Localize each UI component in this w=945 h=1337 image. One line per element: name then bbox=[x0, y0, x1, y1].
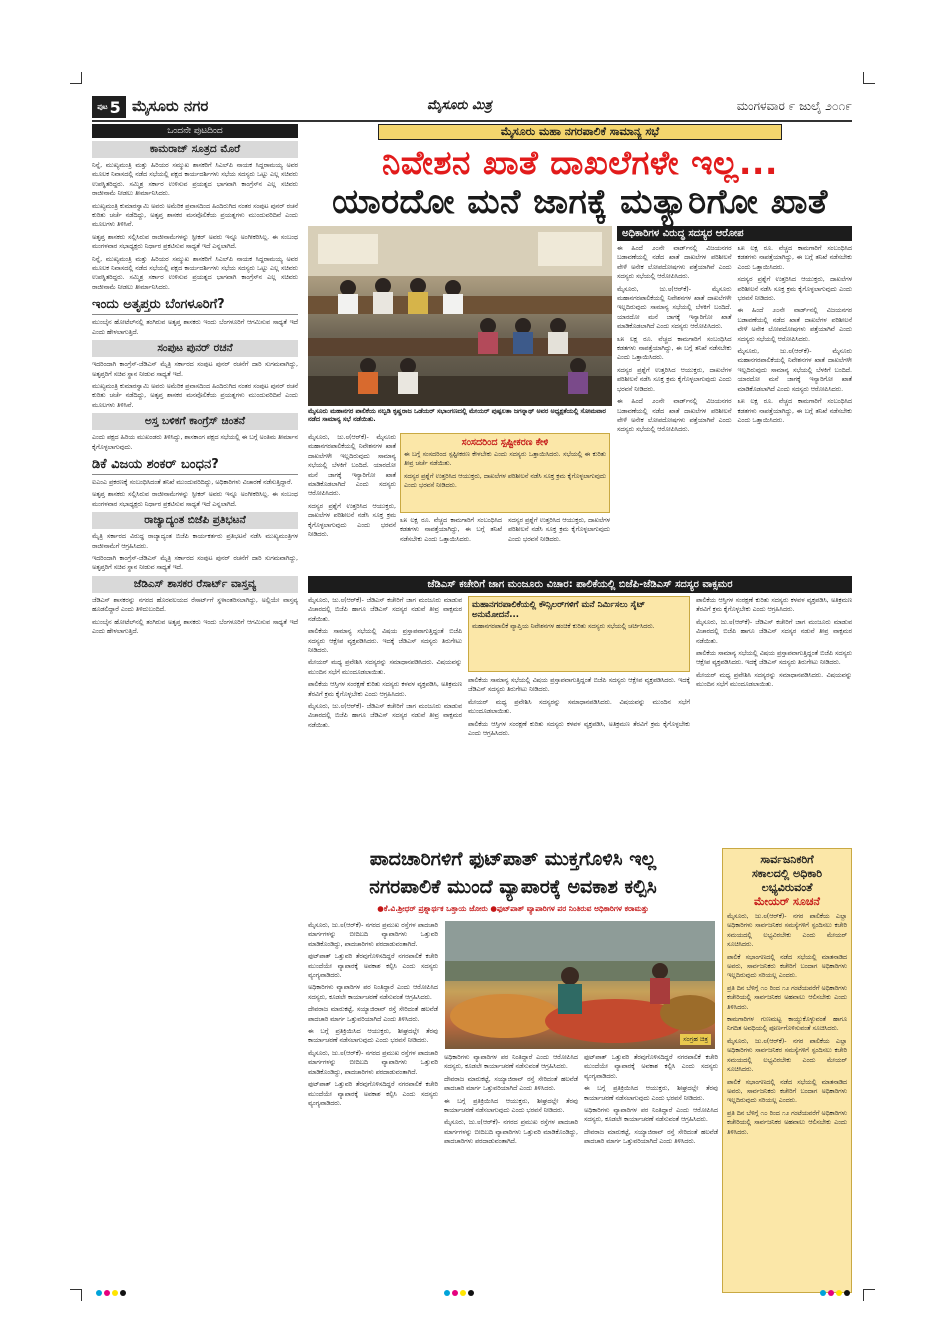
side-col bbox=[617, 244, 732, 438]
article-paragraph: ಮೇಯರ್ ಮಧ್ಯ ಪ್ರವೇಶಿಸಿ ಸದಸ್ಯರನ್ನು ಸಮಾಧಾನಪಡಿಸಿದರು. ವಿಷಯವನ್ನು ಮುಂದಿನ ಸಭೆಗೆ ಮುಂದೂಡಲಾಯಿತು. bbox=[468, 698, 690, 716]
article-paragraph: ಫುಟ್‌ಪಾತ್ ಒತ್ತುವರಿ ತೆರವುಗೊಳಿಸದಿದ್ದರೆ ನಗರಪಾಲಿಕೆ ಕಚೇರಿ ಮುಂದೆಯೇ ವ್ಯಾಪಾರಕ್ಕೆ ಅವಕಾಶ ಕಲ್ಪಿಸಿ ಎಂದು ಸದಸ್ಯರು ವ್ಯಂಗ್ಯವಾಡಿದರು. bbox=[308, 1081, 438, 1107]
article-paragraph: ಈ ಹಿಂದೆ ೨೦ನೇ ವಾರ್ಡ್‌ನಲ್ಲಿ ವಿಜಯನಗರ ಬಡಾವಣೆಯಲ್ಲಿ ನಡೆದ ಖಾತೆ ದಾಖಲೆಗಳ ಪರಿಶೀಲನೆ ವೇಳೆ ಅನೇಕ ಲೋಪದೋಷಗಳು ಪತ್ತೆಯಾಗಿವೆ ಎಂದು ಸದಸ್ಯರು ಸಭೆಯಲ್ಲಿ ಆರೋಪಿಸಿದರು. bbox=[617, 398, 732, 434]
story3-headline-2: ನಗರಪಾಲಿಕೆ ಮುಂದೆ ವ್ಯಾಪಾರಕ್ಕೆ ಅವಕಾಶ ಕಲ್ಪಿಸಿ bbox=[369, 876, 657, 898]
body-column bbox=[308, 433, 396, 573]
article-paragraph: ದೇವರಾಜ ಮಾರುಕಟ್ಟೆ, ಸಯ್ಯಾಜಿರಾವ್ ರಸ್ತೆ ಸೇರಿದಂತೆ ಹಲವೆಡೆ ಪಾದಚಾರಿ ಮಾರ್ಗ ಒತ್ತುವರಿಯಾಗಿದೆ ಎಂದು ತಿಳಿಸಿದರು. bbox=[308, 1006, 438, 1023]
article-paragraph: ಪ್ರತಿ ದಿನ ಬೆಳಿಗ್ಗೆ ೧೦ ರಿಂದ ೧೨ ಗಂಟೆಯವರೆಗೆ ಅಧಿಕಾರಿಗಳು ಕಚೇರಿಯಲ್ಲಿ ಸಾರ್ವಜನಿಕರ ಅಹವಾಲು ಆಲಿಸಬೇಕು ಎಂದು ತಿಳಿಸಿದರು. bbox=[727, 1109, 847, 1136]
inset-text: ಸದಸ್ಯರ ಪ್ರಶ್ನೆಗೆ ಉತ್ತರಿಸಿದ ಆಯುಕ್ತರು, ದಾಖಲೆಗಳ ಪರಿಶೀಲನೆ ನಡೆಸಿ ಸೂಕ್ತ ಕ್ರಮ ಕೈಗೊಳ್ಳಲಾಗುವುದು ಎಂದು ಭರವಸೆ ನೀಡಿದರು. bbox=[404, 472, 606, 490]
lead-headline-2: ಯಾರದೋ ಮನೆ ಜಾಗಕ್ಕೆ ಮತ್ಯಾರಿಗೋ ಖಾತೆ bbox=[332, 182, 828, 222]
article-paragraph: ಫುಟ್‌ಪಾತ್ ಒತ್ತುವರಿ ತೆರವುಗೊಳಿಸದಿದ್ದರೆ ನಗರಪಾಲಿಕೆ ಕಚೇರಿ ಮುಂದೆಯೇ ವ್ಯಾಪಾರಕ್ಕೆ ಅವಕಾಶ ಕಲ್ಪಿಸಿ ಎಂದು ಸದಸ್ಯರು ವ್ಯಂಗ್ಯವಾಡಿದರು. bbox=[308, 953, 438, 980]
article-paragraph: ಎಂದು ಪಕ್ಷದ ಹಿರಿಯ ಮುಖಂಡರು ತಿಳಿಸಿದ್ದು, ಶಾಸಕಾಂಗ ಪಕ್ಷದ ಸಭೆಯಲ್ಲಿ ಈ ಬಗ್ಗೆ ಅಂತಿಮ ತೀರ್ಮಾನ ಕೈಗೊಳ್ಳಲಾಗುವುದು. bbox=[92, 434, 298, 451]
crop-mark bbox=[863, 72, 875, 84]
black-dot bbox=[468, 1290, 474, 1296]
sidebar-heading-line: ಸಕಾಲದಲ್ಲಿ ಅಧಿಕಾರಿ bbox=[751, 867, 823, 880]
article-paragraph: ಅಧಿಕಾರಿಗಳು ವ್ಯಾಪಾರಿಗಳ ಪರ ನಿಂತಿದ್ದಾರೆ ಎಂದು ಆರೋಪಿಸಿದ ಸದಸ್ಯರು, ಕೂಡಲೇ ಕಾರ್ಯಾಚರಣೆ ನಡೆಸುವಂತೆ ಆಗ್ರಹಿಸಿದರು. bbox=[444, 1054, 578, 1071]
article-heading: ಡಿಕೆ ವಿಜಯ ಶಂಕರ್ ಬಂಧನ? bbox=[92, 455, 298, 475]
photo-illustration bbox=[445, 921, 715, 1049]
paper-logo: ಮೈಸೂರು ಮಿತ್ರ bbox=[427, 98, 492, 113]
article-paragraph: ಮೈಸೂರು, ಜು.೮(ಆರ್‌ಕೆ)- ನಗರ ಪಾಲಿಕೆಯ ಎಲ್ಲಾ ಅಧಿಕಾರಿಗಳು ಸಾರ್ವಜನಿಕರ ಸಮಸ್ಯೆಗಳಿಗೆ ಸ್ಪಂದಿಸಲು ಕಚೇರಿ ಸಮಯದಲ್ಲಿ ಲಭ್ಯವಿರಬೇಕು ಎಂದು ಮೇಯರ್ ಸೂಚಿಸಿದರು. bbox=[727, 913, 847, 949]
magenta-dot bbox=[828, 1290, 834, 1296]
article-heading: ರಾಜ್ಯಾದ್ಯಂತ ಬಿಜೆಪಿ ಪ್ರತಿಭಟನೆ bbox=[92, 512, 298, 529]
article-paragraph: ಮೈಸೂರು, ಜು.೮(ಆರ್‌ಕೆ)- ನಗರದ ಪ್ರಮುಖ ರಸ್ತೆಗಳ ಪಾದಚಾರಿ ಮಾರ್ಗಗಳನ್ನು ಬೀದಿಬದಿ ವ್ಯಾಪಾರಿಗಳು ಒತ್ತುವರಿ ಮಾಡಿಕೊಂಡಿದ್ದು, ಪಾದಚಾರಿಗಳು ಪರದಾಡುವಂತಾಗಿದೆ. bbox=[308, 1049, 438, 1076]
sidebar-heading-line: ಮೇಯರ್ ಸೂಚನೆ bbox=[754, 895, 820, 908]
article-paragraph: ಪಾಲಿಕೆ ಸಭಾಂಗಣದಲ್ಲಿ ನಡೆದ ಸಭೆಯಲ್ಲಿ ಮಾತನಾಡಿದ ಅವರು, ಸಾರ್ವಜನಿಕರು ಕಚೇರಿಗೆ ಬಂದಾಗ ಅಧಿಕಾರಿಗಳು ಇಲ್ಲದಿರುವುದು ಸರಿಯಲ್ಲ ಎಂದರು. bbox=[727, 1078, 847, 1105]
lead-headline-1: ನಿವೇಶನ ಖಾತೆ ದಾಖಲೆಗಳೇ ಇಲ್ಲ... bbox=[382, 143, 778, 182]
article-paragraph: ೩೫ ಲಕ್ಷ ರೂ. ವೆಚ್ಚದ ಕಾಮಗಾರಿಗೆ ಸಂಬಂಧಿಸಿದ ಕಡತಗಳು ನಾಪತ್ತೆಯಾಗಿದ್ದು, ಈ ಬಗ್ಗೆ ತನಿಖೆ ನಡೆಸಬೇಕು ಎಂದು ಒತ್ತಾಯಿಸಿದರು. bbox=[737, 245, 852, 271]
article-paragraph: ಪ್ರತಿ ದಿನ ಬೆಳಿಗ್ಗೆ ೧೦ ರಿಂದ ೧೨ ಗಂಟೆಯವರೆಗೆ ಅಧಿಕಾರಿಗಳು ಕಚೇರಿಯಲ್ಲಿ ಸಾರ್ವಜನಿಕರ ಅಹವಾಲು ಆಲಿಸಬೇಕು ಎಂದು ತಿಳಿಸಿದರು. bbox=[727, 984, 847, 1011]
inset-text: ಈ ಬಗ್ಗೆ ಸಂಸದರಿಂದ ಸ್ಪಷ್ಟೀಕರಣ ಕೇಳಬೇಕು ಎಂದು ಸದಸ್ಯರು ಒತ್ತಾಯಿಸಿದರು. ಸಭೆಯಲ್ಲಿ ಈ ಕುರಿತು ತೀವ್ರ ಚರ್ಚೆ ನಡೆಯಿತು. bbox=[404, 451, 606, 468]
yellow-dot bbox=[112, 1290, 118, 1296]
lead-body-lower bbox=[400, 516, 610, 572]
article-paragraph: ಇದರಿಂದಾಗಿ ಕಾಂಗ್ರೆಸ್-ಜೆಡಿಎಸ್ ಮೈತ್ರಿ ಸರ್ಕಾರದ ಸಂಪುಟ ಪುನರ್ ರಚನೆಗೆ ದಾರಿ ಸುಗಮವಾಗಿದ್ದು, ಅತೃಪ್ತರಿಗೆ ಸಚಿವ ಸ್ಥಾನ ನೀಡುವ ಸಾಧ್ಯತೆ ಇದೆ. bbox=[92, 554, 298, 572]
side-text-columns bbox=[617, 244, 852, 438]
cyan-dot bbox=[820, 1290, 826, 1296]
masthead-rule bbox=[92, 120, 852, 122]
inset-text: ಮಹಾನಗರಪಾಲಿಕೆ ವ್ಯಾಪ್ತಿಯ ನಿವೇಶನಗಳ ಹಂಚಿಕೆ ಕುರಿತು ಸದಸ್ಯರು ಸಭೆಯಲ್ಲಿ ಚರ್ಚಿಸಿದರು. bbox=[472, 623, 655, 630]
article-paragraph: ೩೫ ಲಕ್ಷ ರೂ. ವೆಚ್ಚದ ಕಾಮಗಾರಿಗೆ ಸಂಬಂಧಿಸಿದ ಕಡತಗಳು ನಾಪತ್ತೆಯಾಗಿದ್ದು, ಈ ಬಗ್ಗೆ ತನಿಖೆ ನಡೆಸಬೇಕು ಎಂದು ಒತ್ತಾಯಿಸಿದರು. bbox=[617, 335, 732, 362]
body-column bbox=[308, 921, 438, 1281]
article-heading: ಇಂದು ಅತೃಪ್ತರು ಬೆಂಗಳೂರಿಗೆ? bbox=[92, 295, 298, 315]
page-number: 5 bbox=[109, 97, 121, 117]
inset-heading: ಮಹಾನಗರಪಾಲಿಕೆಯಲ್ಲಿ ಕೌನ್ಸಿಲರ್‌ಗಳಿಗೆ ಮನೆ ನಿರ್ಮಿಸಲು ಸೈಟ್ ಅನುಮೋದನೆ... bbox=[472, 600, 646, 620]
lead-strap-text: ಮೈಸೂರು ಮಹಾ ನಗರಪಾಲಿಕೆ ಸಾಮಾನ್ಯ ಸಭೆ bbox=[378, 124, 782, 140]
magenta-dot bbox=[452, 1290, 458, 1296]
black-dot bbox=[120, 1290, 126, 1296]
article-paragraph: ಜೆಡಿಎಸ್ ಶಾಸಕರನ್ನು ನಗರದ ಹೊರವಲಯದ ರೆಸಾರ್ಟ್‌ಗೆ ಸ್ಥಳಾಂತರಿಸಲಾಗಿದ್ದು, ಅಲ್ಲಿಯೇ ವಾಸ್ತವ್ಯ ಹೂಡಲಿದ್ದಾರೆ ಎಂದು ತಿಳಿದುಬಂದಿದೆ. bbox=[92, 596, 298, 614]
article-heading: ಜೆಡಿಎಸ್ ಶಾಸಕರ ರೆಸಾರ್ಟ್ ವಾಸ್ತವ್ಯ bbox=[92, 576, 298, 593]
article-paragraph: ೩೫ ಲಕ್ಷ ರೂ. ವೆಚ್ಚದ ಕಾಮಗಾರಿಗೆ ಸಂಬಂಧಿಸಿದ ಕಡತಗಳು ನಾಪತ್ತೆಯಾಗಿದ್ದು, ಈ ಬಗ್ಗೆ ತನಿಖೆ ನಡೆಸಬೇಕು ಎಂದು ಒತ್ತಾಯಿಸಿದರು. bbox=[737, 398, 852, 424]
article-paragraph: ಸದಸ್ಯರ ಪ್ರಶ್ನೆಗೆ ಉತ್ತರಿಸಿದ ಆಯುಕ್ತರು, ದಾಖಲೆಗಳ ಪರಿಶೀಲನೆ ನಡೆಸಿ ಸೂಕ್ತ ಕ್ರಮ ಕೈಗೊಳ್ಳಲಾಗುವುದು ಎಂದು ಭರವಸೆ ನೀಡಿದರು. bbox=[508, 517, 610, 543]
registration-marks bbox=[96, 1290, 126, 1296]
article-paragraph: ಪಾಲಿಕೆಯ ಆಸ್ತಿಗಳ ಸಂರಕ್ಷಣೆ ಕುರಿತು ಸದಸ್ಯರು ಕಳವಳ ವ್ಯಕ್ತಪಡಿಸಿ, ಅತಿಕ್ರಮಣ ತೆರವಿಗೆ ಕ್ರಮ ಕೈಗೊಳ್ಳಬೇಕು ಎಂದು ಆಗ್ರಹಿಸಿದರು. bbox=[696, 597, 852, 614]
story2-strap: ಜೆಡಿಎಸ್ ಕಚೇರಿಗೆ ಜಾಗ ಮಂಜೂರು ವಿಚಾರ: ಪಾಲಿಕೆಯಲ್ಲಿ ಬಿಜೆಪಿ-ಜೆಡಿಎಸ್ ಸದಸ್ಯರ ವಾಕ್ಸಮರ bbox=[308, 576, 852, 593]
lead-side-column bbox=[617, 226, 852, 571]
article-paragraph: ಮೈಸೂರು, ಜು.೮(ಆರ್‌ಕೆ)- ನಗರದ ಪ್ರಮುಖ ರಸ್ತೆಗಳ ಪಾದಚಾರಿ ಮಾರ್ಗಗಳನ್ನು ಬೀದಿಬದಿ ವ್ಯಾಪಾರಿಗಳು ಒತ್ತುವರಿ ಮಾಡಿಕೊಂಡಿದ್ದು, ಪಾದಚಾರಿಗಳು ಪರದಾಡುವಂತಾಗಿದೆ. bbox=[308, 922, 438, 948]
story2-inset bbox=[468, 596, 690, 672]
page-label: ಪುಟ bbox=[97, 102, 108, 111]
article-paragraph: ಈ ಬಗ್ಗೆ ಪ್ರತಿಕ್ರಿಯಿಸಿದ ಆಯುಕ್ತರು, ಶೀಘ್ರದಲ್ಲೇ ತೆರವು ಕಾರ್ಯಾಚರಣೆ ನಡೆಸಲಾಗುವುದು ಎಂದು ಭರವಸೆ ನೀಡಿದರು. bbox=[584, 1085, 718, 1102]
story3-headline-1: ಪಾದಚಾರಿಗಳಿಗೆ ಫುಟ್‌ಪಾತ್ ಮುಕ್ತಗೊಳಿಸಿ ಇಲ್ಲ bbox=[369, 848, 657, 870]
article-paragraph: ಮುಖ್ಯಮಂತ್ರಿ ಕುಮಾರಸ್ವಾಮಿ ಅವರು ಅಮೆರಿಕ ಪ್ರವಾಸದಿಂದ ಹಿಂದಿರುಗಿದ ನಂತರ ಸಂಪುಟ ಪುನರ್ ರಚನೆ ಕುರಿತು ಚರ್ಚೆ ನಡೆದಿದ್ದು, ಅತೃಪ್ತ ಶಾಸಕರ ಮನವೊಲಿಕೆಯ ಪ್ರಯತ್ನಗಳು ಮುಂದುವರಿದಿವೆ ಎಂದು ಮೂಲಗಳು ತಿಳಿಸಿವೆ. bbox=[92, 382, 298, 409]
article-paragraph: ಮೈಸೂರು, ಜು.೮(ಆರ್‌ಕೆ)- ಜೆಡಿಎಸ್ ಕಚೇರಿಗೆ ಜಾಗ ಮಂಜೂರು ಮಾಡುವ ವಿಚಾರದಲ್ಲಿ ಬಿಜೆಪಿ ಹಾಗೂ ಜೆಡಿಎಸ್ ಸದಸ್ಯರ ನಡುವೆ ತೀವ್ರ ವಾಕ್ಸಮರ ನಡೆಯಿತು. bbox=[308, 703, 462, 729]
article-paragraph: ನಿನ್ನೆ, ಮುಖ್ಯಮಂತ್ರಿ ಮತ್ತು ಹಿರಿಯರ ಸಮ್ಮುಖ ಶಾಸಕರಿಗೆ ಸಿಎಲ್‌ಪಿ ನಾಯಕ ಸಿದ್ದರಾಮಯ್ಯ ಅವರ ಮೂಲಕ ನಿವಾಸದಲ್ಲಿ ನಡೆದ ಸಭೆಯಲ್ಲಿ ಪಕ್ಷದ ಕಾರ್ಯದರ್ಶಿಗಳು ಸಭೆಯ ಸದಸ್ಯರು ಒಟ್ಟು ಎಲ್ಲ ಸಚಿವರು ಉಪಸ್ಥಿತರಿದ್ದರು. ಸಮ್ಮಿಶ್ರ ಸರ್ಕಾರ ಉಳಿಸುವ ಪ್ರಯತ್ನದ ಭಾಗವಾಗಿ ಕಾಂಗ್ರೆಸ್‌ನ ಎಲ್ಲ ಸಚಿವರು ರಾಜೀನಾಮೆ ನೀಡಲು ತೀರ್ಮಾನಿಸಿದರು. bbox=[92, 162, 298, 198]
article-paragraph: ಅತೃಪ್ತ ಶಾಸಕರು ಸಲ್ಲಿಸಿರುವ ರಾಜೀನಾಮೆಗಳನ್ನು ಸ್ಪೀಕರ್ ಅವರು ಇನ್ನೂ ಅಂಗೀಕರಿಸಿಲ್ಲ. ಈ ಸಂಬಂಧ ಮಂಗಳವಾರ ಸಭಾಧ್ಯಕ್ಷರು ನಿರ್ಧಾರ ಪ್ರಕಟಿಸುವ ಸಾಧ್ಯತೆ ಇದೆ ಎನ್ನಲಾಗಿದೆ. bbox=[92, 233, 298, 251]
issue-date: ಮಂಗಳವಾರ ೯ ಜುಲೈ ೨೦೧೯ bbox=[736, 99, 852, 113]
sidebar-story bbox=[722, 848, 852, 1293]
article-paragraph: ಈ ಬಗ್ಗೆ ಪ್ರತಿಕ್ರಿಯಿಸಿದ ಆಯುಕ್ತರು, ಶೀಘ್ರದಲ್ಲೇ ತೆರವು ಕಾರ್ಯಾಚರಣೆ ನಡೆಸಲಾಗುವುದು ಎಂದು ಭರವಸೆ ನೀಡಿದರು. bbox=[308, 1028, 438, 1045]
lead-strap bbox=[308, 124, 852, 142]
article-paragraph: ಮುಂಬೈನ ಹೋಟೆಲ್‌ನಲ್ಲಿ ತಂಗಿರುವ ಅತೃಪ್ತ ಶಾಸಕರು ಇಂದು ಬೆಂಗಳೂರಿಗೆ ಆಗಮಿಸುವ ಸಾಧ್ಯತೆ ಇದೆ ಎಂದು ಹೇಳಲಾಗುತ್ತಿದೆ. bbox=[92, 319, 298, 336]
article-paragraph: ಇದರಿಂದಾಗಿ ಕಾಂಗ್ರೆಸ್-ಜೆಡಿಎಸ್ ಮೈತ್ರಿ ಸರ್ಕಾರದ ಸಂಪುಟ ಪುನರ್ ರಚನೆಗೆ ದಾರಿ ಸುಗಮವಾಗಿದ್ದು, ಅತೃಪ್ತರಿಗೆ ಸಚಿವ ಸ್ಥಾನ ನೀಡುವ ಸಾಧ್ಯತೆ ಇದೆ. bbox=[92, 361, 298, 378]
article-paragraph: ಸದಸ್ಯರ ಪ್ರಶ್ನೆಗೆ ಉತ್ತರಿಸಿದ ಆಯುಕ್ತರು, ದಾಖಲೆಗಳ ಪರಿಶೀಲನೆ ನಡೆಸಿ ಸೂಕ್ತ ಕ್ರಮ ಕೈಗೊಳ್ಳಲಾಗುವುದು ಎಂದು ಭರವಸೆ ನೀಡಿದರು. bbox=[308, 502, 396, 539]
continued-kicker: ಒಂದನೇ ಪುಟದಿಂದ bbox=[92, 124, 298, 138]
yellow-dot bbox=[836, 1290, 842, 1296]
article-paragraph: ಫುಟ್‌ಪಾತ್ ಒತ್ತುವರಿ ತೆರವುಗೊಳಿಸದಿದ್ದರೆ ನಗರಪಾಲಿಕೆ ಕಚೇರಿ ಮುಂದೆಯೇ ವ್ಯಾಪಾರಕ್ಕೆ ಅವಕಾಶ ಕಲ್ಪಿಸಿ ಎಂದು ಸದಸ್ಯರು ವ್ಯಂಗ್ಯವಾಡಿದರು. bbox=[584, 1054, 718, 1080]
article-paragraph: ಅಧಿಕಾರಿಗಳು ವ್ಯಾಪಾರಿಗಳ ಪರ ನಿಂತಿದ್ದಾರೆ ಎಂದು ಆರೋಪಿಸಿದ ಸದಸ್ಯರು, ಕೂಡಲೇ ಕಾರ್ಯಾಚರಣೆ ನಡೆಸುವಂತೆ ಆಗ್ರಹಿಸಿದರು. bbox=[584, 1107, 718, 1124]
side-heading: ಅಧಿಕಾರಿಗಳ ವಿರುದ್ಧ ಸದಸ್ಯರ ಆರೋಪ bbox=[617, 226, 852, 241]
article-paragraph: ಈ ಹಿಂದೆ ೨೦ನೇ ವಾರ್ಡ್‌ನಲ್ಲಿ ವಿಜಯನಗರ ಬಡಾವಣೆಯಲ್ಲಿ ನಡೆದ ಖಾತೆ ದಾಖಲೆಗಳ ಪರಿಶೀಲನೆ ವೇಳೆ ಅನೇಕ ಲೋಪದೋಷಗಳು ಪತ್ತೆಯಾಗಿವೆ ಎಂದು ಸದಸ್ಯರು ಸಭೆಯಲ್ಲಿ ಆರೋಪಿಸಿದರು. bbox=[737, 307, 852, 343]
article-paragraph: ಈ ಹಿಂದೆ ೨೦ನೇ ವಾರ್ಡ್‌ನಲ್ಲಿ ವಿಜಯನಗರ ಬಡಾವಣೆಯಲ್ಲಿ ನಡೆದ ಖಾತೆ ದಾಖಲೆಗಳ ಪರಿಶೀಲನೆ ವೇಳೆ ಅನೇಕ ಲೋಪದೋಷಗಳು ಪತ್ತೆಯಾಗಿವೆ ಎಂದು ಸದಸ್ಯರು ಸಭೆಯಲ್ಲಿ ಆರೋಪಿಸಿದರು. bbox=[617, 245, 732, 281]
article-paragraph: ಮುಖ್ಯಮಂತ್ರಿ ಕುಮಾರಸ್ವಾಮಿ ಅವರು ಅಮೆರಿಕ ಪ್ರವಾಸದಿಂದ ಹಿಂದಿರುಗಿದ ನಂತರ ಸಂಪುಟ ಪುನರ್ ರಚನೆ ಕುರಿತು ಚರ್ಚೆ ನಡೆದಿದ್ದು, ಅತೃಪ್ತ ಶಾಸಕರ ಮನವೊಲಿಕೆಯ ಪ್ರಯತ್ನಗಳು ಮುಂದುವರಿದಿವೆ ಎಂದು ಮೂಲಗಳು ತಿಳಿಸಿವೆ. bbox=[92, 202, 298, 229]
article-heading: ಅಸ್ತ ಬಳಿಕಗೆ ಕಾಂಗ್ರೆಸ್ ಚಿಂತನೆ bbox=[92, 413, 298, 430]
article-paragraph: ಮೈಸೂರು, ಜು.೮(ಆರ್‌ಕೆ)- ಮೈಸೂರು ಮಹಾನಗರಪಾಲಿಕೆಯಲ್ಲಿ ನಿವೇಶನಗಳ ಖಾತೆ ದಾಖಲೆಗಳೇ ಇಲ್ಲದಿರುವುದು ಸಾಮಾನ್ಯ ಸಭೆಯಲ್ಲಿ ಬೆಳಕಿಗೆ ಬಂದಿದೆ. ಯಾರದೋ ಮನೆ ಜಾಗಕ್ಕೆ ಇನ್ಯಾರಿಗೋ ಖಾತೆ ಮಾಡಿಕೊಡಲಾಗಿದೆ ಎಂದು ಸದಸ್ಯರು ಆರೋಪಿಸಿದರು. bbox=[737, 348, 852, 393]
article-paragraph: ಮೈಸೂರು, ಜು.೮(ಆರ್‌ಕೆ)- ಮೈಸೂರು ಮಹಾನಗರಪಾಲಿಕೆಯಲ್ಲಿ ನಿವೇಶನಗಳ ಖಾತೆ ದಾಖಲೆಗಳೇ ಇಲ್ಲದಿರುವುದು ಸಾಮಾನ್ಯ ಸಭೆಯಲ್ಲಿ ಬೆಳಕಿಗೆ ಬಂದಿದೆ. ಯಾರದೋ ಮನೆ ಜಾಗಕ್ಕೆ ಇನ್ಯಾರಿಗೋ ಖಾತೆ ಮಾಡಿಕೊಡಲಾಗಿದೆ ಎಂದು ಸದಸ್ಯರು ಆರೋಪಿಸಿದರು. bbox=[308, 434, 396, 498]
body-column bbox=[308, 596, 462, 846]
magenta-dot bbox=[104, 1290, 110, 1296]
inset-heading: ಸಂಸದರಿಂದ ಸ್ಪಷ್ಟೀಕರಣ ಕೇಳಿ bbox=[461, 437, 549, 448]
cyan-dot bbox=[96, 1290, 102, 1296]
sidebar-heading-line: ಸಾರ್ವಜನಿಕರಿಗೆ bbox=[760, 853, 814, 866]
article-paragraph: ಮೇಯರ್ ಮಧ್ಯ ಪ್ರವೇಶಿಸಿ ಸದಸ್ಯರನ್ನು ಸಮಾಧಾನಪಡಿಸಿದರು. ವಿಷಯವನ್ನು ಮುಂದಿನ ಸಭೆಗೆ ಮುಂದೂಡಲಾಯಿತು. bbox=[308, 659, 462, 676]
black-dot bbox=[844, 1290, 850, 1296]
article-paragraph: ಈ ಬಗ್ಗೆ ಪ್ರತಿಕ್ರಿಯಿಸಿದ ಆಯುಕ್ತರು, ಶೀಘ್ರದಲ್ಲೇ ತೆರವು ಕಾರ್ಯಾಚರಣೆ ನಡೆಸಲಾಗುವುದು ಎಂದು ಭರವಸೆ ನೀಡಿದರು. bbox=[444, 1097, 578, 1115]
crop-mark bbox=[70, 1289, 82, 1301]
page-number-box bbox=[92, 96, 126, 118]
left-column bbox=[92, 124, 298, 1284]
council-meeting-photo bbox=[308, 226, 612, 406]
inset-box bbox=[400, 433, 610, 513]
article-paragraph: ಪಾಲಿಕೆಯ ಆಸ್ತಿಗಳ ಸಂರಕ್ಷಣೆ ಕುರಿತು ಸದಸ್ಯರು ಕಳವಳ ವ್ಯಕ್ತಪಡಿಸಿ, ಅತಿಕ್ರಮಣ ತೆರವಿಗೆ ಕ್ರಮ ಕೈಗೊಳ್ಳಬೇಕು ಎಂದು ಆಗ್ರಹಿಸಿದರು. bbox=[308, 681, 462, 698]
crop-mark bbox=[70, 72, 82, 84]
crop-mark bbox=[863, 1289, 875, 1301]
article-paragraph: ಮೈತ್ರಿ ಸರ್ಕಾರದ ವಿರುದ್ಧ ರಾಜ್ಯಾದ್ಯಂತ ಬಿಜೆಪಿ ಕಾರ್ಯಕರ್ತರು ಪ್ರತಿಭಟನೆ ನಡೆಸಿ ಮುಖ್ಯಮಂತ್ರಿಗಳ ರಾಜೀನಾಮೆಗೆ ಆಗ್ರಹಿಸಿದರು. bbox=[92, 533, 298, 550]
article-heading: ಸಂಪುಟ ಪುನರ್ ರಚನೆ bbox=[92, 340, 298, 357]
article-paragraph: ಪಾಲಿಕೆಯ ಸಾಮಾನ್ಯ ಸಭೆಯಲ್ಲಿ ವಿಷಯ ಪ್ರಸ್ತಾಪವಾಗುತ್ತಿದ್ದಂತೆ ಬಿಜೆಪಿ ಸದಸ್ಯರು ಆಕ್ಷೇಪ ವ್ಯಕ್ತಪಡಿಸಿದರು. ಇದಕ್ಕೆ ಜೆಡಿಎಸ್ ಸದಸ್ಯರು ತಿರುಗೇಟು ನೀಡಿದರು. bbox=[696, 650, 852, 667]
article-paragraph: ಐಎಂಎ ಪ್ರಕರಣಕ್ಕೆ ಸಂಬಂಧಿಸಿದಂತೆ ತನಿಖೆ ಮುಂದುವರಿದಿದ್ದು, ಅಧಿಕಾರಿಗಳು ವಿಚಾರಣೆ ನಡೆಸುತ್ತಿದ್ದಾರೆ. bbox=[92, 478, 293, 486]
masthead bbox=[92, 96, 852, 120]
article-paragraph: ದೇವರಾಜ ಮಾರುಕಟ್ಟೆ, ಸಯ್ಯಾಜಿರಾವ್ ರಸ್ತೆ ಸೇರಿದಂತೆ ಹಲವೆಡೆ ಪಾದಚಾರಿ ಮಾರ್ಗ ಒತ್ತುವರಿಯಾಗಿದೆ ಎಂದು ತಿಳಿಸಿದರು. bbox=[584, 1128, 718, 1146]
article-paragraph: ಮೈಸೂರು, ಜು.೮(ಆರ್‌ಕೆ)- ನಗರ ಪಾಲಿಕೆಯ ಎಲ್ಲಾ ಅಧಿಕಾರಿಗಳು ಸಾರ್ವಜನಿಕರ ಸಮಸ್ಯೆಗಳಿಗೆ ಸ್ಪಂದಿಸಲು ಕಚೇರಿ ಸಮಯದಲ್ಲಿ ಲಭ್ಯವಿರಬೇಕು ಎಂದು ಮೇಯರ್ ಸೂಚಿಸಿದರು. bbox=[727, 1037, 847, 1074]
side-col bbox=[738, 244, 853, 438]
article-paragraph: ಪಾಲಿಕೆಯ ಸಾಮಾನ್ಯ ಸಭೆಯಲ್ಲಿ ವಿಷಯ ಪ್ರಸ್ತಾಪವಾಗುತ್ತಿದ್ದಂತೆ ಬಿಜೆಪಿ ಸದಸ್ಯರು ಆಕ್ಷೇಪ ವ್ಯಕ್ತಪಡಿಸಿದರು. ಇದಕ್ಕೆ ಜೆಡಿಎಸ್ ಸದಸ್ಯರು ತಿರುಗೇಟು ನೀಡಿದರು. bbox=[308, 628, 462, 655]
body-column bbox=[696, 596, 852, 846]
article-paragraph: ಮೈಸೂರು, ಜು.೮(ಆರ್‌ಕೆ)- ನಗರದ ಪ್ರಮುಖ ರಸ್ತೆಗಳ ಪಾದಚಾರಿ ಮಾರ್ಗಗಳನ್ನು ಬೀದಿಬದಿ ವ್ಯಾಪಾರಿಗಳು ಒತ್ತುವರಿ ಮಾಡಿಕೊಂಡಿದ್ದು, ಪಾದಚಾರಿಗಳು ಪರದಾಡುವಂತಾಗಿದೆ. bbox=[444, 1119, 578, 1146]
registration-marks bbox=[820, 1290, 850, 1296]
article-paragraph: ಮೇಯರ್ ಮಧ್ಯ ಪ್ರವೇಶಿಸಿ ಸದಸ್ಯರನ್ನು ಸಮಾಧಾನಪಡಿಸಿದರು. ವಿಷಯವನ್ನು ಮುಂದಿನ ಸಭೆಗೆ ಮುಂದೂಡಲಾಯಿತು. bbox=[696, 671, 852, 689]
photo-credit-tag: ಸಂಗ್ರಹ ಚಿತ್ರ bbox=[680, 1034, 711, 1045]
article-paragraph: ಪಾಲಿಕೆ ಸಭಾಂಗಣದಲ್ಲಿ ನಡೆದ ಸಭೆಯಲ್ಲಿ ಮಾತನಾಡಿದ ಅವರು, ಸಾರ್ವಜನಿಕರು ಕಚೇರಿಗೆ ಬಂದಾಗ ಅಧಿಕಾರಿಗಳು ಇಲ್ಲದಿರುವುದು ಸರಿಯಲ್ಲ ಎಂದರು. bbox=[727, 953, 847, 980]
cyan-dot bbox=[444, 1290, 450, 1296]
sidebar-heading-line: ಲಭ್ಯವಿರುವಂತೆ bbox=[761, 881, 813, 894]
article-paragraph: ಅಧಿಕಾರಿಗಳು ವ್ಯಾಪಾರಿಗಳ ಪರ ನಿಂತಿದ್ದಾರೆ ಎಂದು ಆರೋಪಿಸಿದ ಸದಸ್ಯರು, ಕೂಡಲೇ ಕಾರ್ಯಾಚರಣೆ ನಡೆಸುವಂತೆ ಆಗ್ರಹಿಸಿದರು. bbox=[308, 984, 438, 1001]
article-paragraph: ಮೈಸೂರು, ಜು.೮(ಆರ್‌ಕೆ)- ಮೈಸೂರು ಮಹಾನಗರಪಾಲಿಕೆಯಲ್ಲಿ ನಿವೇಶನಗಳ ಖಾತೆ ದಾಖಲೆಗಳೇ ಇಲ್ಲದಿರುವುದು ಸಾಮಾನ್ಯ ಸಭೆಯಲ್ಲಿ ಬೆಳಕಿಗೆ ಬಂದಿದೆ. ಯಾರದೋ ಮನೆ ಜಾಗಕ್ಕೆ ಇನ್ಯಾರಿಗೋ ಖಾತೆ ಮಾಡಿಕೊಡಲಾಗಿದೆ ಎಂದು ಸದಸ್ಯರು ಆರೋಪಿಸಿದರು. bbox=[617, 285, 732, 331]
photo-illustration bbox=[308, 226, 612, 406]
article-paragraph: ನಿನ್ನೆ, ಮುಖ್ಯಮಂತ್ರಿ ಮತ್ತು ಹಿರಿಯರ ಸಮ್ಮುಖ ಶಾಸಕರಿಗೆ ಸಿಎಲ್‌ಪಿ ನಾಯಕ ಸಿದ್ದರಾಮಯ್ಯ ಅವರ ಮೂಲಕ ನಿವಾಸದಲ್ಲಿ ನಡೆದ ಸಭೆಯಲ್ಲಿ ಪಕ್ಷದ ಕಾರ್ಯದರ್ಶಿಗಳು ಸಭೆಯ ಸದಸ್ಯರು ಒಟ್ಟು ಎಲ್ಲ ಸಚಿವರು ಉಪಸ್ಥಿತರಿದ್ದರು. ಸಮ್ಮಿಶ್ರ ಸರ್ಕಾರ ಉಳಿಸುವ ಪ್ರಯತ್ನದ ಭಾಗವಾಗಿ ಕಾಂಗ್ರೆಸ್‌ನ ಎಲ್ಲ ಸಚಿವರು ರಾಜೀನಾಮೆ ನೀಡಲು ತೀರ್ಮಾನಿಸಿದರು. bbox=[92, 255, 298, 291]
article-paragraph: ಸದಸ್ಯರ ಪ್ರಶ್ನೆಗೆ ಉತ್ತರಿಸಿದ ಆಯುಕ್ತರು, ದಾಖಲೆಗಳ ಪರಿಶೀಲನೆ ನಡೆಸಿ ಸೂಕ್ತ ಕ್ರಮ ಕೈಗೊಳ್ಳಲಾಗುವುದು ಎಂದು ಭರವಸೆ ನೀಡಿದರು. bbox=[737, 276, 852, 303]
article-paragraph: ಕಾಮಗಾರಿಗಳ ಗುಣಮಟ್ಟ ಕಾಯ್ದುಕೊಳ್ಳುವಂತೆ ಹಾಗೂ ನಿಗದಿತ ಅವಧಿಯಲ್ಲಿ ಪೂರ್ಣಗೊಳಿಸುವಂತೆ ಸೂಚಿಸಿದರು. bbox=[727, 1016, 847, 1033]
section-name: ಮೈಸೂರು ನಗರ bbox=[132, 97, 209, 115]
photo-caption: ಮೈಸೂರು ಮಹಾನಗರ ಪಾಲಿಕೆಯ ನಲ್ವಡಿ ಕೃಷ್ಣರಾಜ ಒಡೆಯರ್ ಸಭಾಂಗಣದಲ್ಲಿ ಮೇಯರ್ ಪುಷ್ಪಲತಾ ಜಗನ್ನಾಥ್ ಅವರ ಅಧ್ಯಕ್ಷತೆಯಲ್ಲಿ ಸೋಮವಾರ ನಡೆದ ಸಾಮಾನ್ಯ ಸಭೆ ನಡೆಯಿತು. bbox=[308, 407, 606, 423]
footpath-vendors-photo bbox=[445, 921, 715, 1049]
story3-highlights: ●ಕೆ.ವಿ.ಶ್ರೀಧರ್ ಪ್ರಶ್ನಾರ್ಥಕ ಒತ್ತಾಯ ಜೋರು ●ಫುಟ್‌ಪಾತ್ ವ್ಯಾಪಾರಿಗಳ ಪರ ನಿಂತಿರುವ ಅಧಿಕಾರಿಗಳ ಕರಾಮತ್ತು bbox=[377, 904, 649, 913]
article-paragraph: ಸದಸ್ಯರ ಪ್ರಶ್ನೆಗೆ ಉತ್ತರಿಸಿದ ಆಯುಕ್ತರು, ದಾಖಲೆಗಳ ಪರಿಶೀಲನೆ ನಡೆಸಿ ಸೂಕ್ತ ಕ್ರಮ ಕೈಗೊಳ್ಳಲಾಗುವುದು ಎಂದು ಭರವಸೆ ನೀಡಿದರು. bbox=[617, 366, 732, 393]
article-paragraph: ಪಾಲಿಕೆಯ ಆಸ್ತಿಗಳ ಸಂರಕ್ಷಣೆ ಕುರಿತು ಸದಸ್ಯರು ಕಳವಳ ವ್ಯಕ್ತಪಡಿಸಿ, ಅತಿಕ್ರಮಣ ತೆರವಿಗೆ ಕ್ರಮ ಕೈಗೊಳ್ಳಬೇಕು ಎಂದು ಆಗ್ರಹಿಸಿದರು. bbox=[468, 720, 690, 738]
yellow-dot bbox=[460, 1290, 466, 1296]
article-paragraph: ೩೫ ಲಕ್ಷ ರೂ. ವೆಚ್ಚದ ಕಾಮಗಾರಿಗೆ ಸಂಬಂಧಿಸಿದ ಕಡತಗಳು ನಾಪತ್ತೆಯಾಗಿದ್ದು, ಈ ಬಗ್ಗೆ ತನಿಖೆ ನಡೆಸಬೇಕು ಎಂದು ಒತ್ತಾಯಿಸಿದರು. bbox=[400, 517, 502, 543]
article-paragraph: ಪಾಲಿಕೆಯ ಸಾಮಾನ್ಯ ಸಭೆಯಲ್ಲಿ ವಿಷಯ ಪ್ರಸ್ತಾಪವಾಗುತ್ತಿದ್ದಂತೆ ಬಿಜೆಪಿ ಸದಸ್ಯರು ಆಕ್ಷೇಪ ವ್ಯಕ್ತಪಡಿಸಿದರು. ಇದಕ್ಕೆ ಜೆಡಿಎಸ್ ಸದಸ್ಯರು ತಿರುಗೇಟು ನೀಡಿದರು. bbox=[468, 677, 690, 694]
article-heading: ಕಾಮರಾಜ್ ಸೂತ್ರದ ಮೊರೆ bbox=[92, 141, 298, 158]
article-paragraph: ಮೈಸೂರು, ಜು.೮(ಆರ್‌ಕೆ)- ಜೆಡಿಎಸ್ ಕಚೇರಿಗೆ ಜಾಗ ಮಂಜೂರು ಮಾಡುವ ವಿಚಾರದಲ್ಲಿ ಬಿಜೆಪಿ ಹಾಗೂ ಜೆಡಿಎಸ್ ಸದಸ್ಯರ ನಡುವೆ ತೀವ್ರ ವಾಕ್ಸಮರ ನಡೆಯಿತು. bbox=[696, 618, 852, 645]
article-paragraph: ಮುಂಬೈನ ಹೋಟೆಲ್‌ನಲ್ಲಿ ತಂಗಿರುವ ಅತೃಪ್ತ ಶಾಸಕರು ಇಂದು ಬೆಂಗಳೂರಿಗೆ ಆಗಮಿಸುವ ಸಾಧ್ಯತೆ ಇದೆ ಎಂದು ಹೇಳಲಾಗುತ್ತಿದೆ. bbox=[92, 618, 298, 635]
sidebar-heading bbox=[727, 853, 847, 909]
article-paragraph: ಅತೃಪ್ತ ಶಾಸಕರು ಸಲ್ಲಿಸಿರುವ ರಾಜೀನಾಮೆಗಳನ್ನು ಸ್ಪೀಕರ್ ಅವರು ಇನ್ನೂ ಅಂಗೀಕರಿಸಿಲ್ಲ. ಈ ಸಂಬಂಧ ಮಂಗಳವಾರ ಸಭಾಧ್ಯಕ್ಷರು ನಿರ್ಧಾರ ಪ್ರಕಟಿಸುವ ಸಾಧ್ಯತೆ ಇದೆ ಎನ್ನಲಾಗಿದೆ. bbox=[92, 491, 298, 508]
article-paragraph: ಮೈಸೂರು, ಜು.೮(ಆರ್‌ಕೆ)- ಜೆಡಿಎಸ್ ಕಚೇರಿಗೆ ಜಾಗ ಮಂಜೂರು ಮಾಡುವ ವಿಚಾರದಲ್ಲಿ ಬಿಜೆಪಿ ಹಾಗೂ ಜೆಡಿಎಸ್ ಸದಸ್ಯರ ನಡುವೆ ತೀವ್ರ ವಾಕ್ಸಮರ ನಡೆಯಿತು. bbox=[308, 597, 462, 623]
registration-marks bbox=[444, 1290, 474, 1296]
article-paragraph: ದೇವರಾಜ ಮಾರುಕಟ್ಟೆ, ಸಯ್ಯಾಜಿರಾವ್ ರಸ್ತೆ ಸೇರಿದಂತೆ ಹಲವೆಡೆ ಪಾದಚಾರಿ ಮಾರ್ಗ ಒತ್ತುವರಿಯಾಗಿದೆ ಎಂದು ತಿಳಿಸಿದರು. bbox=[444, 1075, 578, 1093]
